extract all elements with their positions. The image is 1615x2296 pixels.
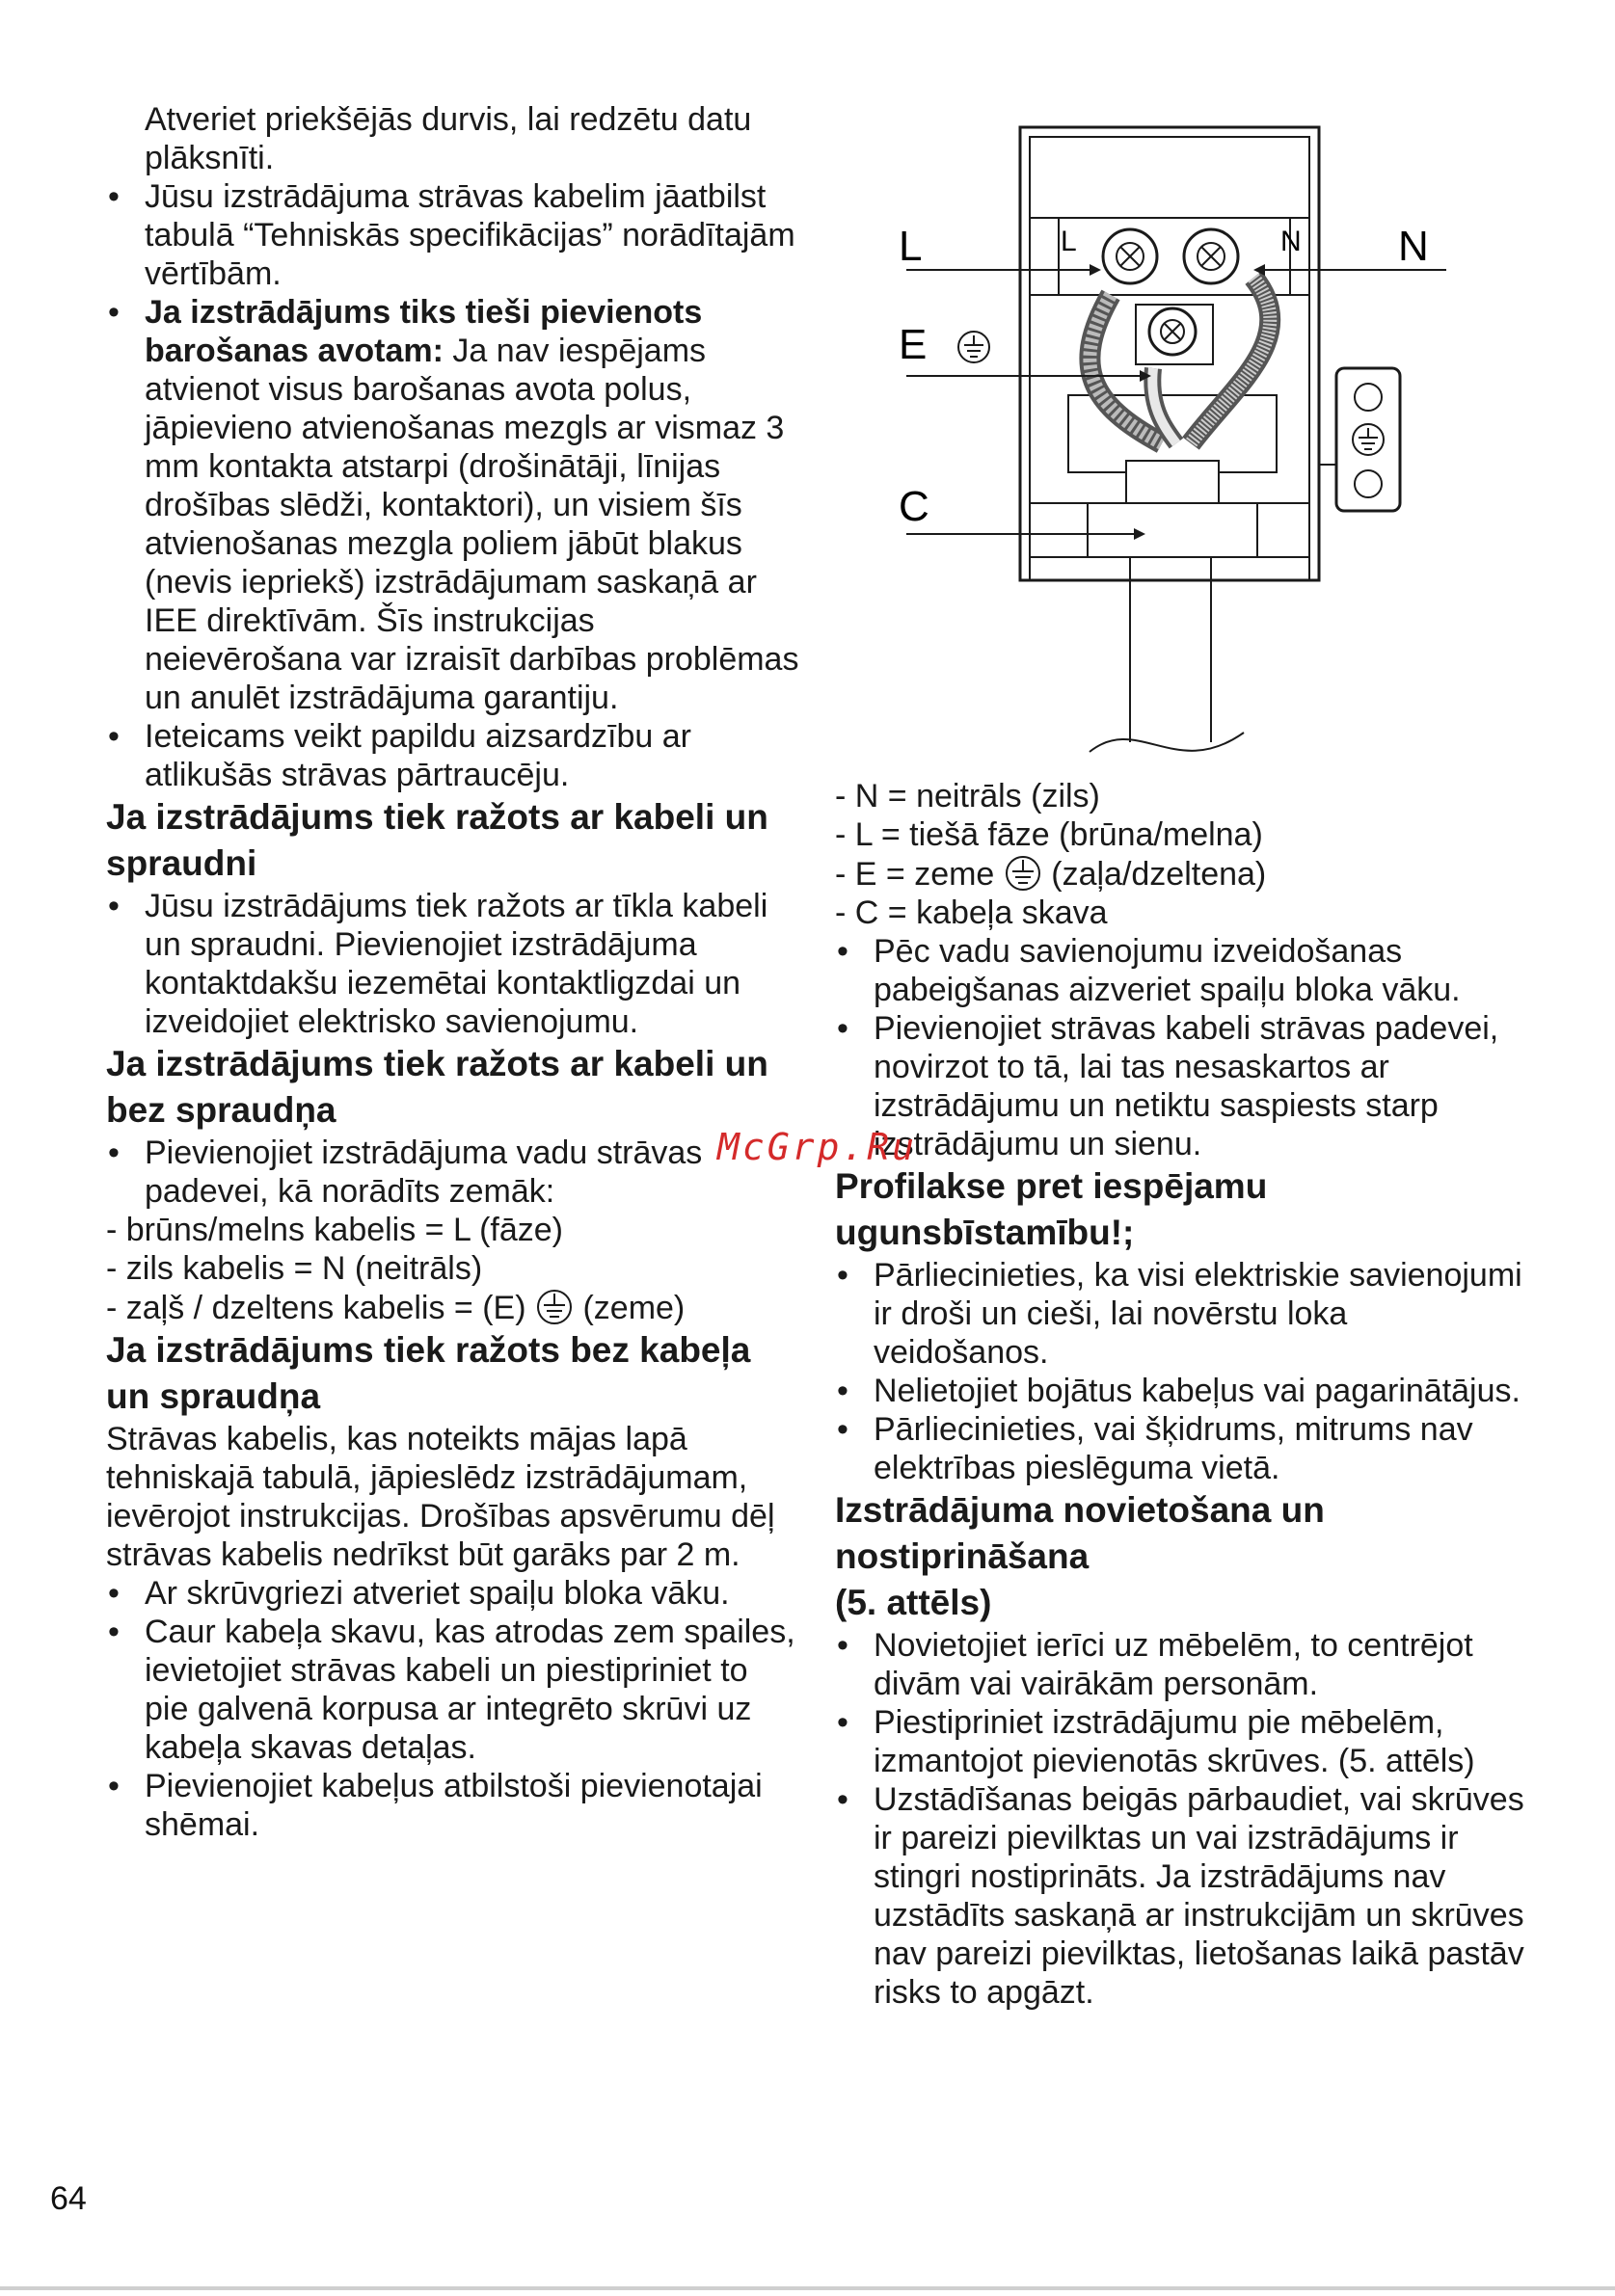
dash-item (835, 854, 1529, 894)
heading-placement: Izstrādājuma novietošana un nostiprināšana (835, 1490, 1325, 1576)
paragraph: Strāvas kabelis, kas noteikts mājas lapā tehniskajā tabulā, jāpieslēdz izstrādājumam, ievērojot instrukcijas. Drošības apsvērumu dēļ strāvas kabelis nedrīkst būt garāks par 2 m. (106, 1421, 775, 1573)
dash-item-text: - E = zeme (835, 856, 995, 893)
list-item: • Pievienojiet strāvas kabeli strāvas padevei, novirzot to tā, lai tas nesaskartos ar izstrādājumu un netiktu saspiests starp izstrādājumu un sienu. (835, 1009, 1529, 1163)
dash-item (106, 1288, 800, 1327)
dash-item: - zils kabelis = N (neitrāls) (106, 1250, 483, 1287)
terminal-label-N: N (1280, 226, 1302, 257)
list-item: • Ieteicams veikt papildu aizsardzību ar atlikušās strāvas pārtraucēju. (106, 717, 800, 794)
heading-placement-figure: (5. attēls) (835, 1583, 992, 1622)
bold-lead: Ja izstrādājums tiks tieši pievienots barošanas avotam: (145, 294, 703, 369)
dash-item: - brūns/melns kabelis = L (fāze) (106, 1212, 563, 1248)
bottom-rule (0, 2286, 1615, 2290)
list-item: • Pievienojiet izstrādājuma vadu strāvas padevei, kā norādīts zemāk: (106, 1134, 800, 1211)
right-column (835, 777, 1529, 2012)
list-placement (835, 1626, 1529, 2012)
list-item-text: Ja nav iespējams atvienot visus barošanas avota polus, jāpievieno atvienošanas mezgls ar vismaz 3 mm kontakta atstarpi (drošinātāji, līnijas drošības slēdži, kontaktori), un visiem šīs atvienošanas mezgla poliem jābūt blakus (nevis iepriekš) izstrādājumam saskaņā ar IEE direktīvām. Šīs instrukcijas neievērošana var izraisīt darbības problēmas un anulēt izstrādājuma garantiju. (145, 333, 799, 716)
list-item: • Pārliecinieties, vai šķidrums, mitrums nav elektrības pieslēguma vietā. (835, 1410, 1529, 1487)
dash-item-text: (zeme) (582, 1290, 686, 1326)
wiring-diagram (887, 116, 1543, 761)
earth-icon (535, 1288, 574, 1326)
dash-item: - L = tiešā fāze (brūna/melna) (835, 816, 1263, 853)
page-number: 64 (50, 2180, 87, 2217)
list-item: • Nelietojiet bojātus kabeļus vai pagarinātājus. (835, 1372, 1529, 1410)
watermark: McGrp.Ru (717, 1126, 918, 1168)
label-live: L (899, 223, 923, 270)
dash-item: - N = neitrāls (zils) (835, 778, 1100, 814)
list-after-wiring (835, 932, 1529, 1163)
intro-text: Atveriet priekšējās durvis, lai redzētu datu plāksnīti. (145, 101, 752, 176)
list-item: • Pievienojiet kabeļus atbilstoši pievienotajai shēmai. (106, 1767, 800, 1844)
dash-item: - C = kabeļa skava (835, 894, 1108, 931)
list-item: • Novietojiet ierīci uz mēbelēm, to centrējot divām vai vairākām personām. (835, 1626, 1529, 1703)
list-item: • Caur kabeļa skavu, kas atrodas zem spailes, ievietojiet strāvas kabeli un piestipriniet to pie galvenā korpusa ar integrēto skrūvi uz kabeļa skavas detaļas. (106, 1613, 800, 1767)
list-fire-prevention (835, 1256, 1529, 1487)
heading-fire-prevention: Profilakse pret iespējamu ugunsbīstamību!; (835, 1166, 1268, 1252)
heading-cable-and-plug: Ja izstrādājums tiek ražots ar kabeli un spraudni (106, 797, 768, 883)
left-column (106, 100, 800, 1844)
list-cable-no-plug (106, 1134, 800, 1211)
terminal-label-L: L (1061, 226, 1077, 257)
earth-panel (1336, 368, 1400, 511)
list-item: • Pēc vadu savienojumu izveidošanas pabeigšanas aizveriet spaiļu bloka vāku. (835, 932, 1529, 1009)
label-earth: E (899, 321, 928, 368)
list-power-cable (106, 177, 800, 794)
heading-no-cable: Ja izstrādājums tiek ražots bez kabeļa un spraudņa (106, 1330, 751, 1416)
list-item: • Pārliecinieties, ka visi elektriskie savienojumi ir droši un cieši, lai novērstu loka veidošanos. (835, 1256, 1529, 1372)
heading-cable-no-plug: Ja izstrādājums tiek ražots ar kabeli un bez spraudņa (106, 1044, 768, 1130)
list-item: • Ar skrūvgriezi atveriet spaiļu bloka vāku. (106, 1574, 800, 1613)
list-item (106, 293, 800, 717)
cable-clamp (1126, 461, 1219, 503)
list-item: • Jūsu izstrādājuma strāvas kabelim jāatbilst tabulā “Tehniskās specifikācijas” norādītajām vērtībām. (106, 177, 800, 293)
dash-item-text: (zaļa/dzeltena) (1051, 856, 1267, 893)
list-no-cable (106, 1574, 800, 1844)
list-item: • Uzstādīšanas beigās pārbaudiet, vai skrūves ir pareizi pievilktas un vai izstrādājums ir stingri nostiprināts. Ja izstrādājums nav uzstādīts saskaņā ar instrukcijām un skrūves nav pareizi pievilktas, lietošanas laikā pastāv risks to apgāzt. (835, 1780, 1529, 2012)
list-item: • Jūsu izstrādājums tiek ražots ar tīkla kabeli un spraudni. Pievienojiet izstrādājuma kontaktdakšu iezemētai kontaktligzdai un izveidojiet elektrisko savienojumu. (106, 887, 800, 1041)
dash-item-text: - zaļš / dzeltens kabelis = (E) (106, 1290, 526, 1326)
earth-icon (1004, 854, 1042, 893)
list-item: • Piestipriniet izstrādājumu pie mēbelēm, izmantojot pievienotās skrūves. (5. attēls) (835, 1703, 1529, 1780)
label-clamp: C (899, 483, 929, 530)
label-neutral: N (1398, 223, 1429, 270)
list-cable-plug (106, 887, 800, 1041)
